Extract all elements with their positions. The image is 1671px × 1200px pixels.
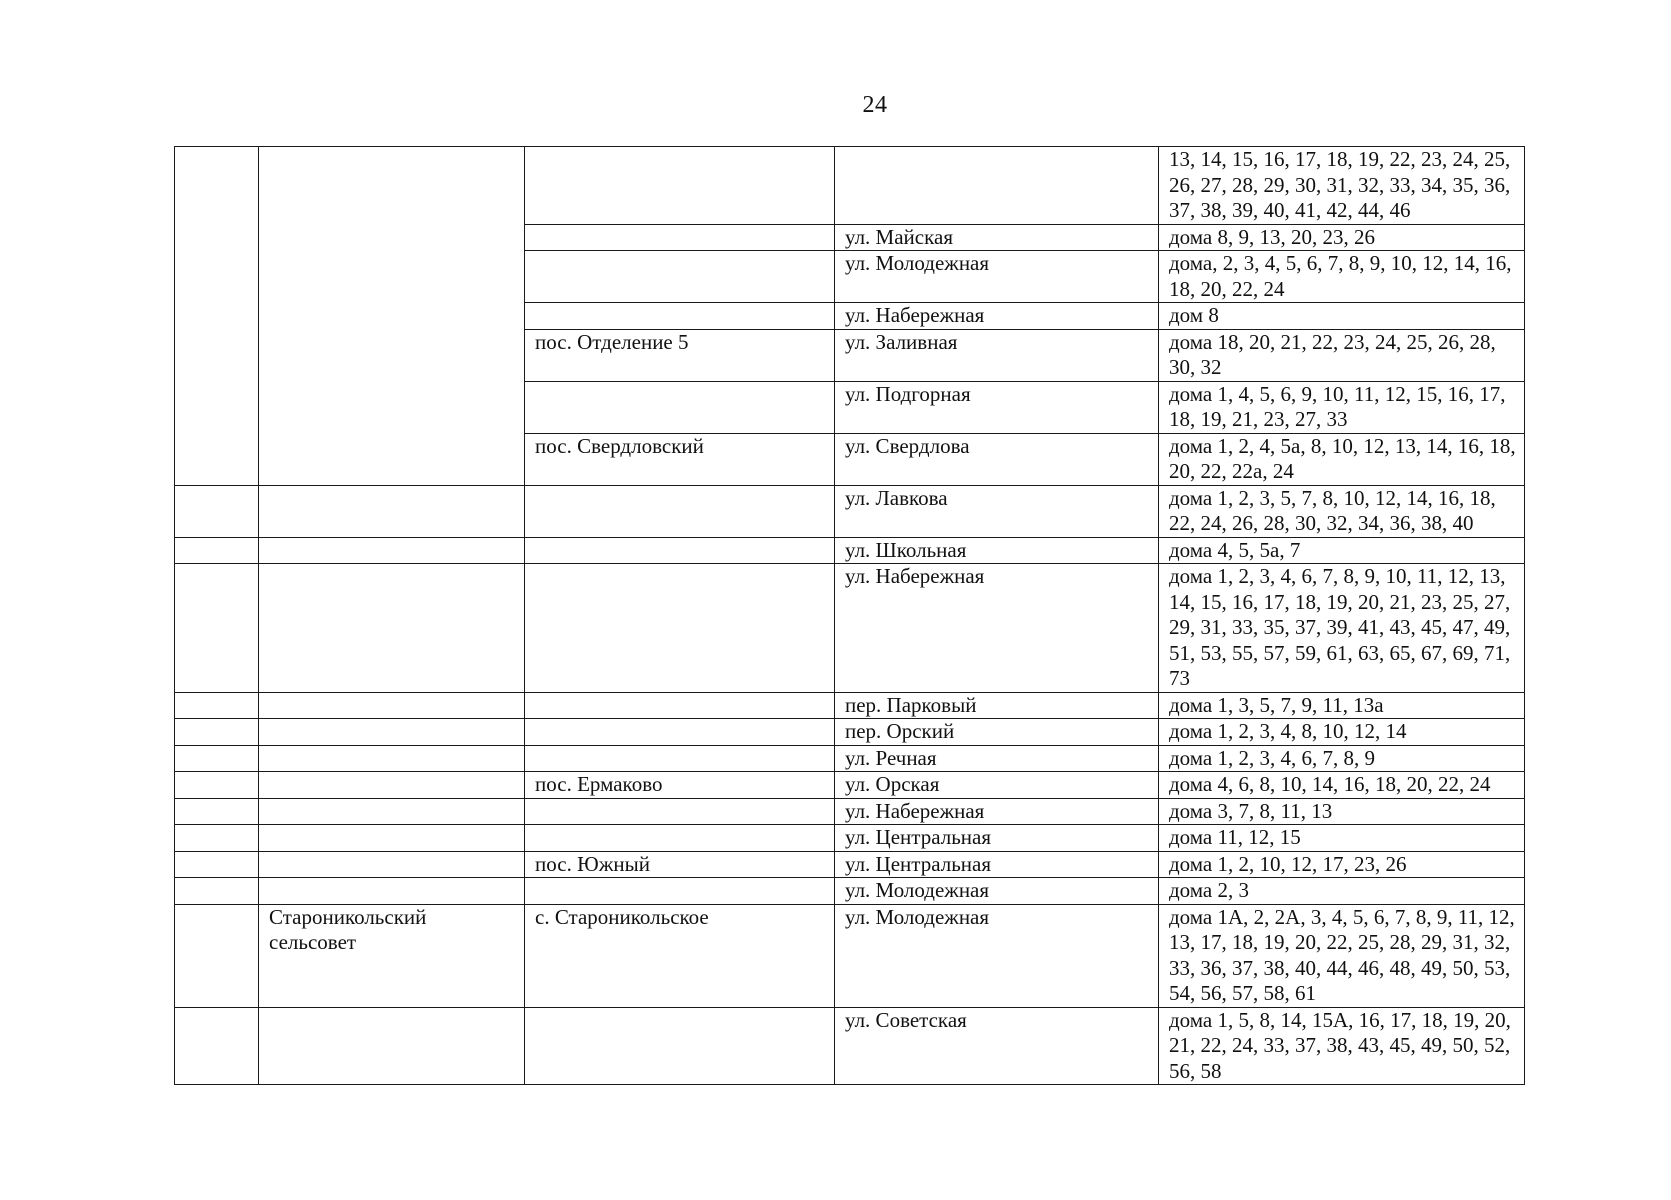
houses-cell: дома 1, 5, 8, 14, 15А, 16, 17, 18, 19, 20, 21, 22, 24, 33, 37, 38, 43, 45, 49, 50, 52, 56, 58 — [1159, 1007, 1525, 1085]
houses-cell: дома 1, 3, 5, 7, 9, 11, 13а — [1159, 692, 1525, 719]
street-cell: ул. Центральная — [835, 851, 1159, 878]
settlement-cell: пос. Ермаково — [525, 772, 835, 799]
street-cell: ул. Свердлова — [835, 433, 1159, 485]
street-cell: ул. Лавкова — [835, 485, 1159, 537]
table-row — [175, 692, 1525, 719]
table-row — [175, 904, 1525, 1007]
index-cell — [175, 878, 259, 905]
settlement-cell — [525, 537, 835, 564]
table-row — [175, 798, 1525, 825]
index-cell — [175, 692, 259, 719]
table-row — [175, 564, 1525, 693]
index-cell — [175, 719, 259, 746]
council-cell — [259, 772, 525, 799]
council-cell — [259, 564, 525, 693]
index-cell — [175, 1007, 259, 1085]
table-row — [175, 485, 1525, 537]
table-row — [175, 745, 1525, 772]
index-cell — [175, 537, 259, 564]
street-cell: ул. Орская — [835, 772, 1159, 799]
street-cell: ул. Набережная — [835, 798, 1159, 825]
council-cell — [259, 719, 525, 746]
street-cell: ул. Школьная — [835, 537, 1159, 564]
index-cell — [175, 772, 259, 799]
houses-cell: дома 1, 2, 3, 4, 8, 10, 12, 14 — [1159, 719, 1525, 746]
settlement-cell — [525, 485, 835, 537]
street-cell: ул. Майская — [835, 224, 1159, 251]
council-cell — [259, 745, 525, 772]
settlement-cell — [525, 564, 835, 693]
index-cell — [175, 564, 259, 693]
council-cell — [259, 537, 525, 564]
address-table — [174, 146, 1525, 1085]
houses-cell: дома 4, 6, 8, 10, 14, 16, 18, 20, 22, 24 — [1159, 772, 1525, 799]
houses-cell: дома 1, 2, 3, 5, 7, 8, 10, 12, 14, 16, 18, 22, 24, 26, 28, 30, 32, 34, 36, 38, 40 — [1159, 485, 1525, 537]
settlement-cell: с. Староникольское — [525, 904, 835, 1007]
street-cell: ул. Речная — [835, 745, 1159, 772]
settlement-cell — [525, 303, 835, 330]
street-cell: ул. Набережная — [835, 564, 1159, 693]
houses-cell: дома 1, 2, 3, 4, 6, 7, 8, 9 — [1159, 745, 1525, 772]
table-row — [175, 719, 1525, 746]
houses-cell: дома 1, 2, 4, 5а, 8, 10, 12, 13, 14, 16, 18, 20, 22, 22а, 24 — [1159, 433, 1525, 485]
houses-cell: дома 1, 2, 10, 12, 17, 23, 26 — [1159, 851, 1525, 878]
houses-cell: дома 4, 5, 5а, 7 — [1159, 537, 1525, 564]
houses-cell: дом 8 — [1159, 303, 1525, 330]
street-cell: пер. Орский — [835, 719, 1159, 746]
street-cell: ул. Молодежная — [835, 904, 1159, 1007]
houses-cell: дома 11, 12, 15 — [1159, 825, 1525, 852]
settlement-cell — [525, 878, 835, 905]
settlement-cell — [525, 381, 835, 433]
street-cell: ул. Заливная — [835, 329, 1159, 381]
settlement-cell — [525, 745, 835, 772]
settlement-cell — [525, 147, 835, 225]
street-cell: ул. Подгорная — [835, 381, 1159, 433]
houses-cell: 13, 14, 15, 16, 17, 18, 19, 22, 23, 24, 25, 26, 27, 28, 29, 30, 31, 32, 33, 34, 35, 36, 37, 38, 39, 40, 41, 42, 44, 46 — [1159, 147, 1525, 225]
council-cell: Староникольский сельсовет — [259, 904, 525, 1007]
houses-cell: дома 1А, 2, 2А, 3, 4, 5, 6, 7, 8, 9, 11, 12, 13, 17, 18, 19, 20, 22, 25, 28, 29, 31, 32, 33, 36, 37, 38, 40, 44, 46, 48, 49, 50, 53, 54, 56, 57, 58, 61 — [1159, 904, 1525, 1007]
street-cell: ул. Советская — [835, 1007, 1159, 1085]
council-cell — [259, 1007, 525, 1085]
council-cell — [259, 878, 525, 905]
settlement-cell — [525, 825, 835, 852]
index-cell — [175, 904, 259, 1007]
houses-cell: дома 1, 2, 3, 4, 6, 7, 8, 9, 10, 11, 12, 13, 14, 15, 16, 17, 18, 19, 20, 21, 23, 25, 27, 29, 31, 33, 35, 37, 39, 41, 43, 45, 47, 49, 51, 53, 55, 57, 59, 61, 63, 65, 67, 69, 71, 73 — [1159, 564, 1525, 693]
council-cell — [259, 798, 525, 825]
street-cell: ул. Центральная — [835, 825, 1159, 852]
table-row — [175, 1007, 1525, 1085]
index-cell — [175, 485, 259, 537]
table-row — [175, 772, 1525, 799]
houses-cell: дома, 2, 3, 4, 5, 6, 7, 8, 9, 10, 12, 14, 16, 18, 20, 22, 24 — [1159, 251, 1525, 303]
council-cell — [259, 692, 525, 719]
settlement-cell — [525, 798, 835, 825]
index-cell — [175, 147, 259, 486]
houses-cell: дома 18, 20, 21, 22, 23, 24, 25, 26, 28, 30, 32 — [1159, 329, 1525, 381]
index-cell — [175, 745, 259, 772]
index-cell — [175, 798, 259, 825]
council-cell — [259, 851, 525, 878]
page-number: 24 — [862, 92, 888, 118]
settlement-cell: пос. Свердловский — [525, 433, 835, 485]
council-cell — [259, 485, 525, 537]
settlement-cell: пос. Южный — [525, 851, 835, 878]
council-cell — [259, 825, 525, 852]
street-cell: ул. Набережная — [835, 303, 1159, 330]
street-cell: ул. Молодежная — [835, 878, 1159, 905]
houses-cell: дома 1, 4, 5, 6, 9, 10, 11, 12, 15, 16, 17, 18, 19, 21, 23, 27, 33 — [1159, 381, 1525, 433]
houses-cell: дома 2, 3 — [1159, 878, 1525, 905]
table-row — [175, 825, 1525, 852]
street-cell: пер. Парковый — [835, 692, 1159, 719]
settlement-cell — [525, 692, 835, 719]
street-cell: ул. Молодежная — [835, 251, 1159, 303]
houses-cell: дома 8, 9, 13, 20, 23, 26 — [1159, 224, 1525, 251]
street-cell — [835, 147, 1159, 225]
houses-cell: дома 3, 7, 8, 11, 13 — [1159, 798, 1525, 825]
table-row — [175, 537, 1525, 564]
table-row — [175, 878, 1525, 905]
settlement-cell — [525, 251, 835, 303]
settlement-cell: пос. Отделение 5 — [525, 329, 835, 381]
index-cell — [175, 825, 259, 852]
settlement-cell — [525, 1007, 835, 1085]
index-cell — [175, 851, 259, 878]
settlement-cell — [525, 224, 835, 251]
council-cell — [259, 147, 525, 486]
table-row — [175, 147, 1525, 225]
table-row — [175, 851, 1525, 878]
settlement-cell — [525, 719, 835, 746]
